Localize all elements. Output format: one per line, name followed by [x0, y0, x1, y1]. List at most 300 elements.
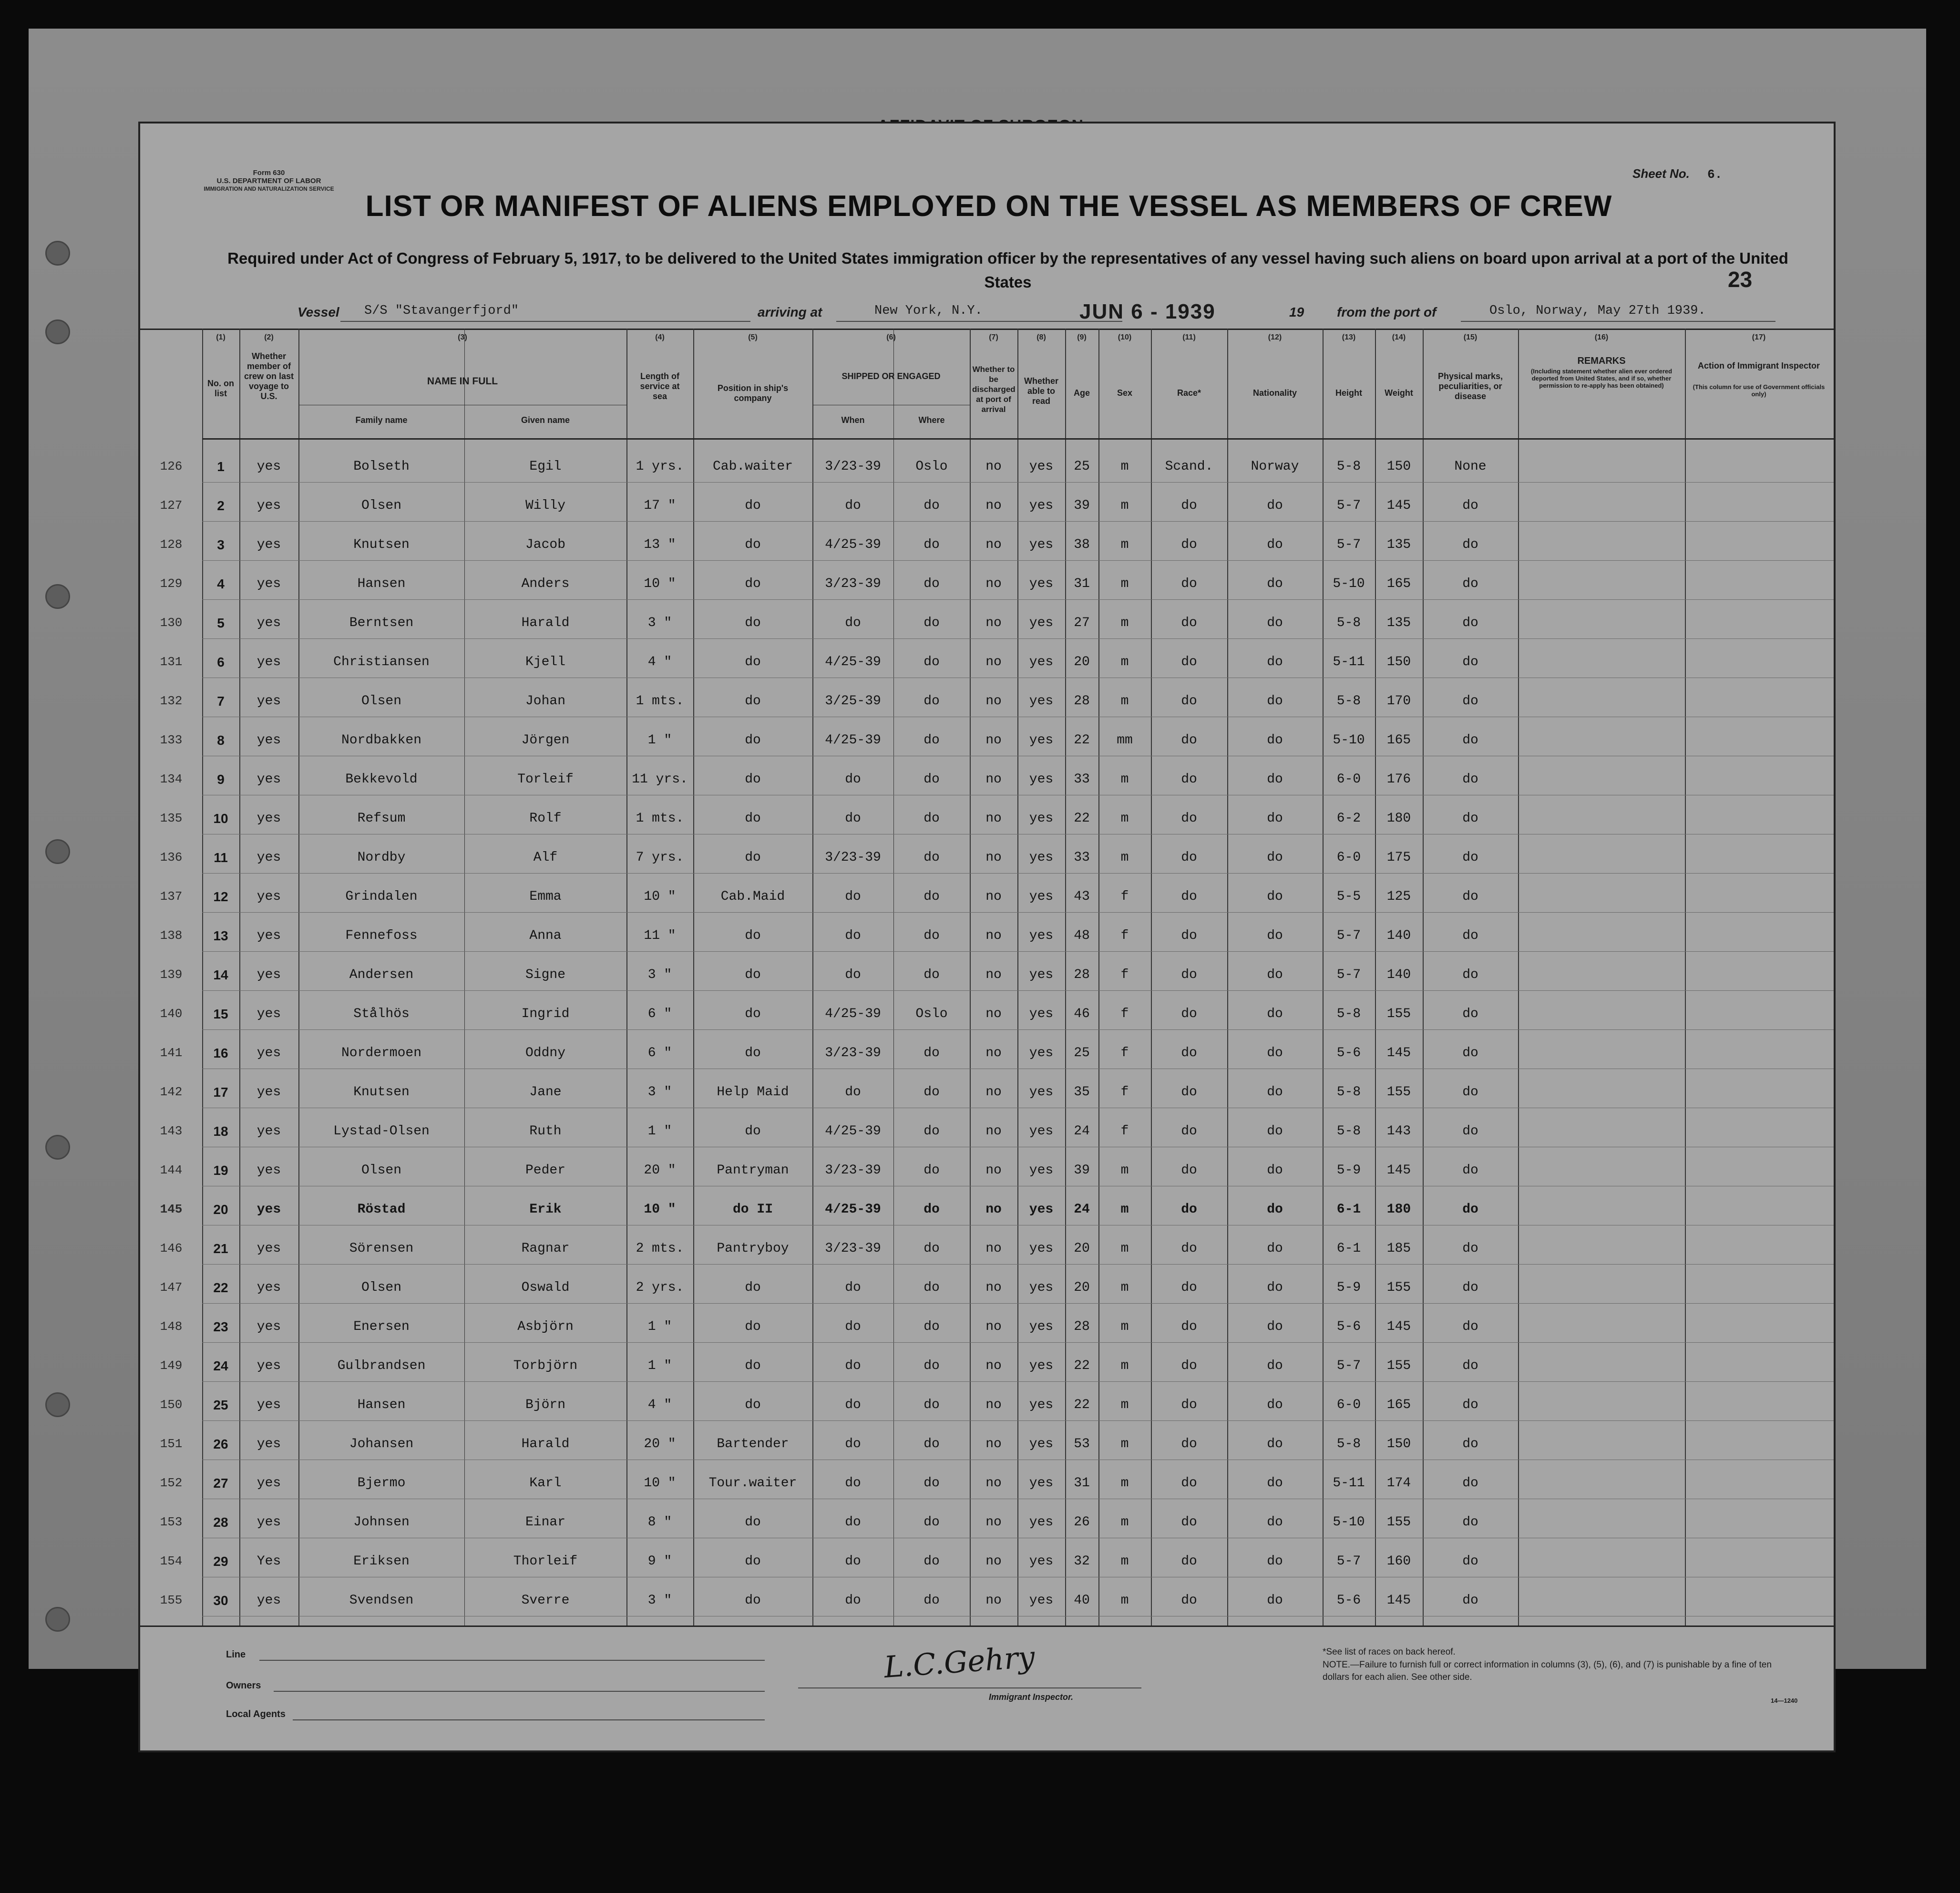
cell-family-name: Bekkevold [345, 772, 418, 787]
cell-age: 28 [1074, 694, 1090, 709]
races-note: *See list of races on back hereof. [1323, 1647, 1456, 1657]
cell-weight: 174 [1386, 1476, 1411, 1491]
cell-nationality: do [1267, 498, 1283, 513]
col-label-when: When [841, 415, 865, 425]
cell-discharged: no [985, 1124, 1002, 1139]
cell-race: do [1181, 850, 1197, 865]
cell-shipped-where: do [924, 1358, 940, 1373]
cell-last-voyage: yes [257, 733, 281, 748]
cell-sex: m [1120, 576, 1129, 591]
cell-position: Cab.Maid [720, 889, 785, 904]
cell-nationality: do [1267, 1515, 1283, 1530]
cell-nationality: do [1267, 928, 1283, 943]
cell-family-name: Svendsen [349, 1593, 414, 1608]
cell-weight: 185 [1386, 1241, 1411, 1256]
cell-weight: 145 [1386, 498, 1411, 513]
col-label-discharged: Whether to be discharged at port of arrival [972, 365, 1016, 414]
row-rule [202, 1420, 1834, 1421]
col-label-remarks: REMARKS [1577, 356, 1626, 366]
cell-discharged: no [985, 1437, 1002, 1451]
cell-weight: 155 [1386, 1007, 1411, 1021]
cell-discharged: no [985, 967, 1002, 982]
cell-position: do [745, 1046, 761, 1060]
cell-able-to-read: yes [1029, 1593, 1054, 1608]
cell-height: 5-10 [1333, 576, 1365, 591]
col-label-where: Where [918, 415, 945, 425]
cell-able-to-read: yes [1029, 1163, 1054, 1178]
cell-height: 5-8 [1336, 1437, 1361, 1451]
cell-last-voyage: yes [257, 537, 281, 552]
cell-race: Scand. [1165, 459, 1213, 474]
cell-nationality: do [1267, 616, 1283, 630]
cell-position: Pantryboy [717, 1241, 789, 1256]
row-rule [202, 1342, 1834, 1343]
cell-physical-marks: do [1462, 1163, 1478, 1178]
cell-line-number: 126 [160, 459, 183, 473]
cell-height: 5-6 [1336, 1593, 1361, 1608]
row-rule [202, 560, 1834, 561]
local-agents-label: Local Agents [226, 1709, 286, 1719]
cell-weight: 170 [1386, 694, 1411, 709]
cell-last-voyage: yes [257, 1280, 281, 1295]
cell-discharged: no [985, 889, 1002, 904]
cell-discharged: no [985, 616, 1002, 630]
cell-race: do [1181, 733, 1197, 748]
cell-race: do [1181, 772, 1197, 787]
cell-sex: m [1120, 616, 1129, 630]
cell-weight: 155 [1386, 1515, 1411, 1530]
cell-able-to-read: yes [1029, 1202, 1054, 1217]
cell-height: 5-11 [1333, 1476, 1365, 1491]
cell-nationality: do [1267, 1007, 1283, 1021]
cell-given-name: Sverre [521, 1593, 570, 1608]
cell-weight: 165 [1386, 576, 1411, 591]
cell-shipped-when: 3/23-39 [825, 576, 881, 591]
cell-line-number: 147 [160, 1280, 183, 1295]
cell-family-name: Lystad-Olsen [333, 1124, 430, 1139]
cell-shipped-when: do [845, 772, 861, 787]
cell-sex: m [1120, 498, 1129, 513]
cell-list-number: 20 [213, 1202, 228, 1217]
cell-shipped-where: Oslo [915, 459, 948, 474]
cell-weight: 155 [1386, 1085, 1411, 1100]
cell-race: do [1181, 1124, 1197, 1139]
col-label-family-name: Family name [355, 415, 408, 425]
cell-given-name: Kjell [525, 655, 565, 669]
cell-shipped-where: do [924, 1046, 940, 1060]
cell-line-number: 140 [160, 1007, 183, 1021]
cell-length-of-service: 20 " [644, 1163, 676, 1178]
cell-family-name: Olsen [361, 1163, 401, 1178]
cell-nationality: do [1267, 1163, 1283, 1178]
print-code: 14—1240 [1771, 1697, 1798, 1704]
cell-able-to-read: yes [1029, 1515, 1054, 1530]
cell-sex: m [1120, 811, 1129, 826]
row-rule [202, 599, 1834, 600]
cell-physical-marks: do [1462, 1007, 1478, 1021]
department-name: U.S. DEPARTMENT OF LABOR [216, 177, 321, 185]
cell-discharged: no [985, 655, 1002, 669]
cell-last-voyage: yes [257, 1437, 281, 1451]
cell-shipped-where: do [924, 1280, 940, 1295]
cell-weight: 180 [1386, 1202, 1411, 1217]
col-label-physical-marks: Physical marks, peculiarities, or disease [1437, 371, 1503, 401]
cell-shipped-when: do [845, 811, 861, 826]
cell-sex: m [1120, 1476, 1129, 1491]
cell-race: do [1181, 1398, 1197, 1412]
cell-weight: 145 [1386, 1163, 1411, 1178]
cell-sex: mm [1117, 733, 1133, 748]
cell-shipped-when: do [845, 1358, 861, 1373]
sheet-number-block [1632, 166, 1722, 182]
cell-line-number: 139 [160, 967, 183, 982]
cell-shipped-when: 4/25-39 [825, 655, 881, 669]
cell-weight: 155 [1386, 1280, 1411, 1295]
col-num-4: (4) [655, 333, 665, 341]
cell-age: 27 [1074, 616, 1090, 630]
cell-nationality: do [1267, 694, 1283, 709]
departure-port: Oslo, Norway, May 27th 1939. [1489, 304, 1706, 318]
cell-physical-marks: do [1462, 1476, 1478, 1491]
cell-discharged: no [985, 1046, 1002, 1060]
cell-line-number: 143 [160, 1124, 183, 1138]
cell-family-name: Olsen [361, 1280, 401, 1295]
cell-height: 6-0 [1336, 772, 1361, 787]
cell-race: do [1181, 1319, 1197, 1334]
line-label: Line [226, 1649, 246, 1660]
cell-physical-marks: do [1462, 1124, 1478, 1139]
cell-able-to-read: yes [1029, 772, 1054, 787]
cell-discharged: no [985, 1358, 1002, 1373]
col-num-6: (6) [886, 333, 896, 341]
cell-shipped-where: do [924, 1515, 940, 1530]
cell-discharged: no [985, 1085, 1002, 1100]
cell-given-name: Torbjörn [513, 1358, 578, 1373]
cell-height: 5-10 [1333, 1515, 1365, 1530]
cell-able-to-read: yes [1029, 811, 1054, 826]
year-label: 19 [1289, 305, 1304, 319]
cell-position: do [745, 850, 761, 865]
cell-sex: m [1120, 655, 1129, 669]
cell-family-name: Johnsen [353, 1515, 410, 1530]
cell-height: 6-2 [1336, 811, 1361, 826]
cell-discharged: no [985, 498, 1002, 513]
cell-shipped-when: 3/23-39 [825, 459, 881, 474]
cell-shipped-where: do [924, 1476, 940, 1491]
col-label-shipped-engaged: SHIPPED OR ENGAGED [841, 371, 941, 381]
cell-age: 24 [1074, 1202, 1090, 1217]
cell-given-name: Jacob [525, 537, 565, 552]
cell-list-number: 14 [213, 967, 228, 982]
cell-last-voyage: yes [257, 1319, 281, 1334]
col-label-nationality: Nationality [1252, 388, 1297, 398]
vessel-label: Vessel [298, 305, 339, 319]
cell-length-of-service: 1 mts. [636, 811, 684, 826]
cell-able-to-read: yes [1029, 1085, 1054, 1100]
cell-last-voyage: yes [257, 850, 281, 865]
cell-race: do [1181, 1437, 1197, 1451]
cell-sex: m [1120, 772, 1129, 787]
cell-given-name: Anna [529, 928, 562, 943]
row-rule [202, 990, 1834, 991]
cell-discharged: no [985, 1593, 1002, 1608]
cell-physical-marks: do [1462, 811, 1478, 826]
cell-age: 46 [1074, 1007, 1090, 1021]
cell-given-name: Signe [525, 967, 565, 982]
cell-age: 22 [1074, 733, 1090, 748]
cell-race: do [1181, 1280, 1197, 1295]
cell-height: 5-8 [1336, 1124, 1361, 1139]
cell-physical-marks: do [1462, 1593, 1478, 1608]
cell-sex: f [1120, 1124, 1129, 1139]
cell-list-number: 16 [213, 1046, 228, 1060]
cell-position: do [745, 694, 761, 709]
cell-family-name: Bjermo [357, 1476, 406, 1491]
cell-sex: f [1120, 889, 1129, 904]
cell-length-of-service: 10 " [644, 889, 676, 904]
cell-given-name: Asbjörn [517, 1319, 574, 1334]
cell-last-voyage: yes [257, 1007, 281, 1021]
cell-line-number: 153 [160, 1515, 183, 1529]
cell-length-of-service: 1 " [647, 1319, 672, 1334]
cell-shipped-when: do [845, 1515, 861, 1530]
cell-race: do [1181, 1515, 1197, 1530]
cell-race: do [1181, 1202, 1197, 1217]
cell-last-voyage: yes [257, 616, 281, 630]
cell-nationality: do [1267, 1358, 1283, 1373]
cell-age: 20 [1074, 1280, 1090, 1295]
row-rule [202, 912, 1834, 913]
cell-last-voyage: yes [257, 1241, 281, 1256]
cell-shipped-where: do [924, 1593, 940, 1608]
cell-physical-marks: do [1462, 694, 1478, 709]
cell-able-to-read: yes [1029, 967, 1054, 982]
penalty-note: NOTE.—Failure to furnish full or correct information in columns (3), (5), (6), and (7) is punishable by a fine of ten dollars for each alien. See other side. [1323, 1660, 1772, 1682]
cell-given-name: Peder [525, 1163, 565, 1178]
service-name: IMMIGRATION AND NATURALIZATION SERVICE [204, 185, 334, 192]
manifest-title: LIST OR MANIFEST OF ALIENS EMPLOYED ON THE VESSEL AS MEMBERS OF CREW [365, 190, 1612, 223]
cell-position: do [745, 616, 761, 630]
cell-physical-marks: do [1462, 889, 1478, 904]
cell-shipped-when: 3/23-39 [825, 850, 881, 865]
cell-position: Tour.waiter [708, 1476, 797, 1491]
cell-height: 5-5 [1336, 889, 1361, 904]
cell-age: 31 [1074, 576, 1090, 591]
cell-list-number: 26 [213, 1437, 228, 1451]
cell-list-number: 6 [217, 655, 225, 669]
cell-race: do [1181, 1085, 1197, 1100]
cell-race: do [1181, 1241, 1197, 1256]
cell-age: 26 [1074, 1515, 1090, 1530]
cell-line-number: 150 [160, 1398, 183, 1412]
cell-race: do [1181, 1554, 1197, 1569]
cell-discharged: no [985, 850, 1002, 865]
cell-list-number: 1 [217, 459, 225, 474]
cell-length-of-service: 13 " [644, 537, 676, 552]
cell-age: 40 [1074, 1593, 1090, 1608]
cell-length-of-service: 2 mts. [636, 1241, 684, 1256]
cell-position: do [745, 772, 761, 787]
col-num-9: (9) [1077, 333, 1087, 341]
cell-shipped-when: 4/25-39 [825, 1007, 881, 1021]
cell-nationality: do [1267, 1476, 1283, 1491]
col-label-name-in-full: NAME IN FULL [427, 376, 498, 387]
arrival-date-stamp: JUN 6 - 1939 [1079, 300, 1216, 323]
cell-height: 5-7 [1336, 537, 1361, 552]
cell-physical-marks: do [1462, 655, 1478, 669]
cell-physical-marks: do [1462, 1358, 1478, 1373]
cell-able-to-read: yes [1029, 1046, 1054, 1060]
cell-physical-marks: do [1462, 1241, 1478, 1256]
cell-nationality: do [1267, 772, 1283, 787]
cell-given-name: Einar [525, 1515, 565, 1530]
cell-given-name: Emma [529, 889, 562, 904]
cell-sex: m [1120, 694, 1129, 709]
cell-discharged: no [985, 733, 1002, 748]
cell-shipped-where: do [924, 1319, 940, 1334]
col-num-11: (11) [1182, 333, 1196, 341]
cell-list-number: 15 [213, 1007, 228, 1021]
cell-last-voyage: yes [257, 576, 281, 591]
cell-length-of-service: 20 " [644, 1437, 676, 1451]
cell-shipped-where: do [924, 576, 940, 591]
cell-sex: m [1120, 1202, 1129, 1217]
cell-family-name: Sörensen [349, 1241, 414, 1256]
cell-physical-marks: do [1462, 1202, 1478, 1217]
cell-nationality: do [1267, 537, 1283, 552]
cell-family-name: Berntsen [349, 616, 414, 630]
cell-able-to-read: yes [1029, 1124, 1054, 1139]
col-label-height: Height [1335, 388, 1362, 398]
legal-requirement-note: Required under Act of Congress of February 5, 1917, to be delivered to the United States immigration officer by the representatives of any vessel having such aliens on board upon arrival at a port of the United States [227, 249, 1788, 291]
cell-nationality: do [1267, 889, 1283, 904]
cell-last-voyage: yes [257, 772, 281, 787]
cell-nationality: do [1267, 850, 1283, 865]
arriving-port: New York, N.Y. [874, 304, 983, 318]
cell-sex: m [1120, 459, 1129, 474]
cell-discharged: no [985, 1319, 1002, 1334]
from-port-label: from the port of [1337, 305, 1437, 319]
cell-line-number: 135 [160, 811, 183, 825]
col-num-13: (13) [1342, 333, 1356, 341]
cell-position: do [745, 1007, 761, 1021]
cell-position: do [745, 576, 761, 591]
cell-shipped-when: 4/25-39 [825, 1202, 881, 1217]
row-rule [202, 1381, 1834, 1382]
cell-shipped-where: do [924, 537, 940, 552]
crew-manifest-sheet [138, 122, 1836, 1752]
col-num-16: (16) [1594, 333, 1609, 341]
cell-weight: 165 [1386, 1398, 1411, 1412]
cell-line-number: 128 [160, 537, 183, 552]
cell-position: do [745, 1554, 761, 1569]
cell-position: do [745, 1124, 761, 1139]
cell-race: do [1181, 1476, 1197, 1491]
cell-last-voyage: yes [257, 1124, 281, 1139]
cell-shipped-where: do [924, 498, 940, 513]
cell-race: do [1181, 694, 1197, 709]
cell-length-of-service: 4 " [647, 1398, 672, 1412]
cell-shipped-when: do [845, 928, 861, 943]
cell-sex: m [1120, 1319, 1129, 1334]
cell-list-number: 8 [217, 733, 225, 748]
cell-discharged: no [985, 1163, 1002, 1178]
cell-family-name: Olsen [361, 498, 401, 513]
cell-length-of-service: 3 " [647, 967, 672, 982]
cell-physical-marks: do [1462, 733, 1478, 748]
cell-length-of-service: 9 " [647, 1554, 672, 1569]
cell-weight: 135 [1386, 537, 1411, 552]
cell-height: 5-8 [1336, 694, 1361, 709]
cell-position: do [745, 1358, 761, 1373]
cell-list-number: 11 [214, 850, 228, 865]
cell-discharged: no [985, 772, 1002, 787]
column-rule [1518, 329, 1519, 1626]
row-rule [202, 638, 1834, 639]
cell-given-name: Oddny [525, 1046, 565, 1060]
col-num-3: (3) [458, 333, 467, 341]
cell-family-name: Fennefoss [345, 928, 418, 943]
col-label-weight: Weight [1385, 388, 1413, 398]
cell-discharged: no [985, 537, 1002, 552]
cell-line-number: 132 [160, 694, 183, 708]
cell-sex: f [1120, 1085, 1129, 1100]
cell-height: 5-11 [1333, 655, 1365, 669]
cell-last-voyage: yes [257, 967, 281, 982]
cell-physical-marks: do [1462, 1554, 1478, 1569]
cell-list-number: 12 [213, 889, 228, 904]
col-label-length-of-service: Length of service at sea [640, 371, 680, 401]
cell-nationality: do [1267, 655, 1283, 669]
cell-family-name: Refsum [357, 811, 406, 826]
cell-position: do [745, 1319, 761, 1334]
cell-line-number: 130 [160, 616, 183, 630]
cell-able-to-read: yes [1029, 1280, 1054, 1295]
cell-line-number: 155 [160, 1593, 183, 1607]
cell-given-name: Harald [521, 1437, 570, 1451]
cell-shipped-where: do [924, 772, 940, 787]
cell-last-voyage: yes [257, 459, 281, 474]
cell-shipped-where: do [924, 694, 940, 709]
cell-age: 25 [1074, 1046, 1090, 1060]
cell-shipped-when: do [845, 498, 861, 513]
cell-shipped-where: do [924, 1202, 940, 1217]
cell-nationality: do [1267, 1124, 1283, 1139]
cell-position: Cab.waiter [712, 459, 793, 474]
col-num-17: (17) [1752, 333, 1766, 341]
cell-line-number: 136 [160, 850, 183, 864]
cell-discharged: no [985, 1398, 1002, 1412]
cell-list-number: 10 [213, 811, 228, 826]
header-bottom-rule [202, 438, 1834, 440]
punch-hole [45, 319, 70, 344]
cell-able-to-read: yes [1029, 928, 1054, 943]
cell-list-number: 9 [217, 772, 225, 787]
cell-position: do [745, 1515, 761, 1530]
cell-shipped-where: do [924, 1398, 940, 1412]
cell-discharged: no [985, 1554, 1002, 1569]
cell-list-number: 17 [213, 1085, 228, 1100]
cell-discharged: no [985, 694, 1002, 709]
cell-race: do [1181, 889, 1197, 904]
cell-position: do [745, 733, 761, 748]
cell-weight: 140 [1386, 967, 1411, 982]
cell-discharged: no [985, 1202, 1002, 1217]
cell-given-name: Harald [521, 616, 570, 630]
cell-given-name: Jörgen [521, 733, 570, 748]
cell-given-name: Ruth [529, 1124, 562, 1139]
cell-physical-marks: do [1462, 1398, 1478, 1412]
